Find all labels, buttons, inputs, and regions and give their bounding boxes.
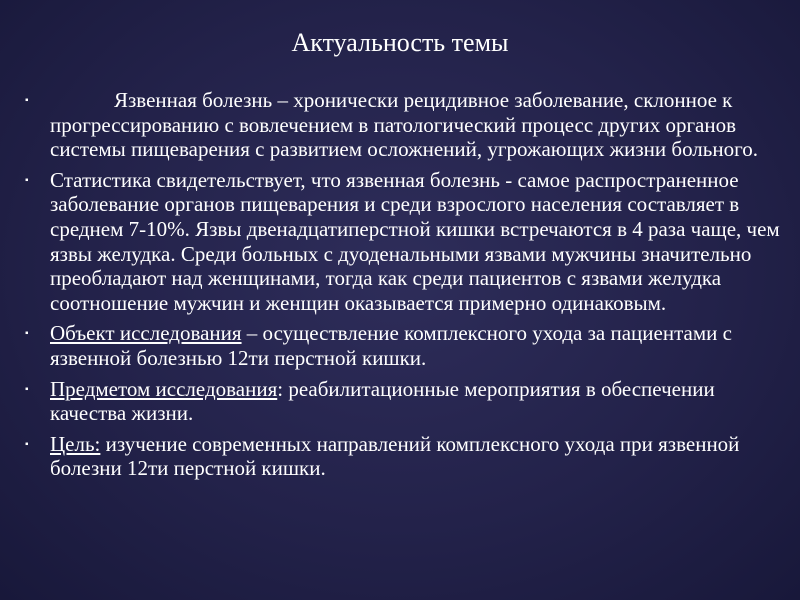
item-label: Предметом исследования — [50, 376, 278, 401]
list-item — [25, 377, 785, 426]
list-item — [25, 168, 785, 316]
list-item — [25, 432, 785, 481]
bullet-icon: ▪ — [25, 438, 29, 450]
list-item — [25, 88, 785, 162]
item-text: Язвенная болезнь – хронически рецидивное заболевание, склонное к прогрессированию с вовлечением в патологический процесс других органов системы пищеварения с развитием осложнений, угрожающих жизни больного. — [50, 88, 758, 162]
slide-title: Актуальность темы — [291, 28, 509, 57]
item-text: Статистика свидетельствует, что язвенная болезнь - самое распространенное заболевание органов пищеварения и среди взрослого населения составляет в среднем 7-10%. Язвы двенадцатиперстной кишки встречаются в 4 раза чаще, чем язвы желудка. Среди больных с дуоденальными язвами мужчины значительно преобладают над женщинами, тогда как среди пациентов с язвами желудка соотношение мужчин и женщин оказывается примерно одинаковым. — [50, 167, 780, 315]
bullet-icon: ▪ — [25, 383, 29, 395]
bullet-icon: ▪ — [25, 95, 29, 106]
list-item — [25, 321, 785, 370]
bullet-list — [25, 88, 785, 487]
item-text: – осуществление комплексного ухода за пациентами с язвенной болезнью 12ти перстной кишки. — [50, 321, 732, 370]
bullet-icon: ▪ — [25, 328, 29, 340]
bullet-icon: ▪ — [25, 174, 29, 186]
item-label: Цель: — [50, 431, 101, 456]
item-label: Объект исследования — [50, 321, 242, 346]
item-text: : реабилитационные мероприятия в обеспечении качества жизни. — [50, 376, 715, 426]
item-text: изучение современных направлений комплексного ухода при язвенной болезни 12ти перстной кишки. — [50, 431, 740, 481]
